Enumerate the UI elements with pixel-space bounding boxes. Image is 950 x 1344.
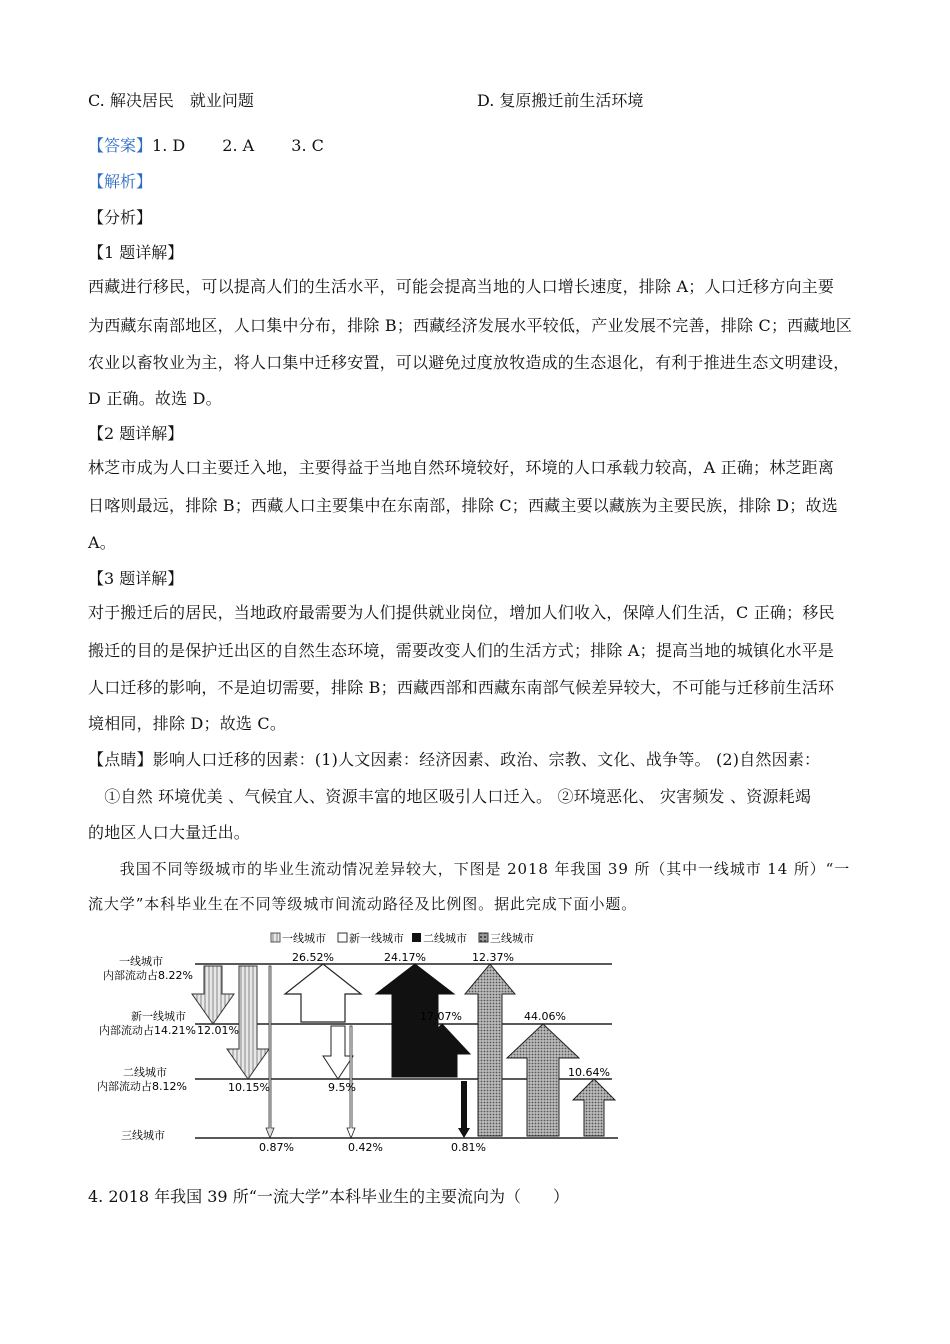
flow-arrow-new-first-to-first bbox=[285, 964, 361, 1022]
flow-arrow-third-to-second bbox=[573, 1079, 615, 1136]
flow-label: 0.87% bbox=[259, 1141, 294, 1154]
flow-arrow-new-first-to-second bbox=[323, 1026, 353, 1079]
level-label-second-tier: 二线城市 bbox=[123, 1066, 167, 1079]
q2-line: A。 bbox=[88, 533, 116, 552]
flow-arrow-first-to-new-first bbox=[192, 966, 234, 1024]
q1-line: 西藏进行移民，可以提高人们的生活水平，可能会提高当地的人口增长速度，排除 A；人口迁移方向主要 bbox=[88, 277, 835, 296]
flow-label: 12.37% bbox=[472, 951, 514, 964]
level-label-new-first-tier: 新一线城市 bbox=[131, 1010, 186, 1023]
flow-label: 12.01% bbox=[197, 1024, 239, 1037]
dianjing-line: 【点睛】影响人口迁移的因素：(1)人文因素：经济因素、政治、宗教、文化、战争等。 (2)自然因素： bbox=[88, 750, 821, 769]
legend-third-tier: 三线城市 bbox=[490, 932, 534, 945]
level-internal-first-tier: 内部流动占8.22% bbox=[103, 969, 193, 982]
q3-line: 境相同，排除 D；故选 C。 bbox=[88, 714, 287, 733]
flow-label: 44.06% bbox=[524, 1010, 566, 1023]
answer-line bbox=[88, 135, 324, 157]
level-label-first-tier: 一线城市 bbox=[119, 955, 163, 968]
legend-swatch-third-tier bbox=[479, 933, 488, 942]
flow-label: 10.64% bbox=[568, 1066, 610, 1079]
flow-label: 9.5% bbox=[328, 1081, 356, 1094]
level-label-third-tier: 三线城市 bbox=[121, 1129, 165, 1142]
q3-line: 搬迁的目的是保护迁出区的自然生态环境，需要改变人们的生活方式；排除 A；提高当地的城镇化水平是 bbox=[88, 641, 835, 660]
legend-first-tier: 一线城市 bbox=[282, 932, 326, 945]
flow-arrow-third-to-first bbox=[465, 964, 515, 1136]
migration-flow-chart bbox=[95, 927, 625, 1157]
legend-swatch-second-tier bbox=[412, 933, 421, 942]
answer-items: 1. D 2. A 3. C bbox=[152, 136, 324, 155]
level-internal-new-first-tier: 内部流动占14.21% bbox=[99, 1024, 196, 1037]
question-4: 4. 2018 年我国 39 所“一流大学”本科毕业生的主要流向为（ ） bbox=[88, 1187, 570, 1206]
q1-line: 农业以畜牧业为主，将人口集中迁移安置，可以避免过度放牧造成的生态退化，有利于推进生态文明建设， bbox=[88, 353, 850, 372]
fenxi-heading: 【分析】 bbox=[88, 208, 153, 227]
flow-label: 10.15% bbox=[228, 1081, 270, 1094]
q3-line: 对于搬迁后的居民，当地政府最需要为人们提供就业岗位，增加人们收入，保障人们生活，C 正确；移民 bbox=[88, 603, 835, 622]
q3-line: 人口迁移的影响，不是迫切需要，排除 B；西藏西部和西藏东南部气候差异较大，不可能与迁移前生活环 bbox=[88, 678, 835, 697]
legend-swatch-first-tier bbox=[271, 933, 280, 942]
legend-second-tier: 二线城市 bbox=[423, 932, 467, 945]
flow-arrow-first-to-second bbox=[227, 966, 269, 1079]
option-c: C. 解决居民 就业问题 bbox=[88, 91, 254, 110]
legend-new-first-tier: 新一线城市 bbox=[349, 932, 404, 945]
q3-heading: 【3 题详解】 bbox=[88, 569, 184, 588]
intro-line: 流大学”本科毕业生在不同等级城市间流动路径及比例图。据此完成下面小题。 bbox=[88, 895, 638, 913]
dianjing-line: 的地区人口大量迁出。 bbox=[88, 823, 251, 842]
legend-swatch-new-first-tier bbox=[338, 933, 347, 942]
flow-label: 26.52% bbox=[292, 951, 334, 964]
flow-arrow-second-to-third bbox=[458, 1081, 470, 1138]
option-d: D. 复原搬迁前生活环境 bbox=[477, 91, 644, 110]
flow-label: 0.42% bbox=[348, 1141, 383, 1154]
intro-line: 我国不同等级城市的毕业生流动情况差异较大，下图是 2018 年我国 39 所（其中一线城市 14 所）“一 bbox=[88, 860, 851, 878]
q2-line: 林芝市成为人口主要迁入地，主要得益于当地自然环境较好，环境的人口承载力较高，A 正确；林芝距离 bbox=[88, 458, 835, 477]
dianjing-line: ①自然 环境优美 、气候宜人、资源丰富的地区吸引人口迁入。 ②环境恶化、 灾害频发 、资源耗竭 bbox=[88, 787, 812, 806]
answer-tag: 【答案】 bbox=[88, 136, 153, 155]
q2-heading: 【2 题详解】 bbox=[88, 424, 184, 443]
q1-line: D 正确。故选 D。 bbox=[88, 389, 222, 408]
flow-arrow-third-to-new-first bbox=[507, 1024, 579, 1136]
jiexi-heading: 【解析】 bbox=[88, 172, 153, 191]
q1-line: 为西藏东南部地区，人口集中分布，排除 B；西藏经济发展水平较低，产业发展不完善，排除 C；西藏地区 bbox=[88, 316, 852, 335]
q1-heading: 【1 题详解】 bbox=[88, 243, 184, 262]
level-internal-second-tier: 内部流动占8.12% bbox=[97, 1080, 187, 1093]
flow-label: 17.07% bbox=[420, 1010, 462, 1023]
flow-label: 0.81% bbox=[451, 1141, 486, 1154]
chart-legend bbox=[271, 931, 534, 945]
q2-line: 日喀则最远，排除 B；西藏人口主要集中在东南部，排除 C；西藏主要以藏族为主要民族，排除 D；故选 bbox=[88, 496, 838, 515]
flow-label: 24.17% bbox=[384, 951, 426, 964]
